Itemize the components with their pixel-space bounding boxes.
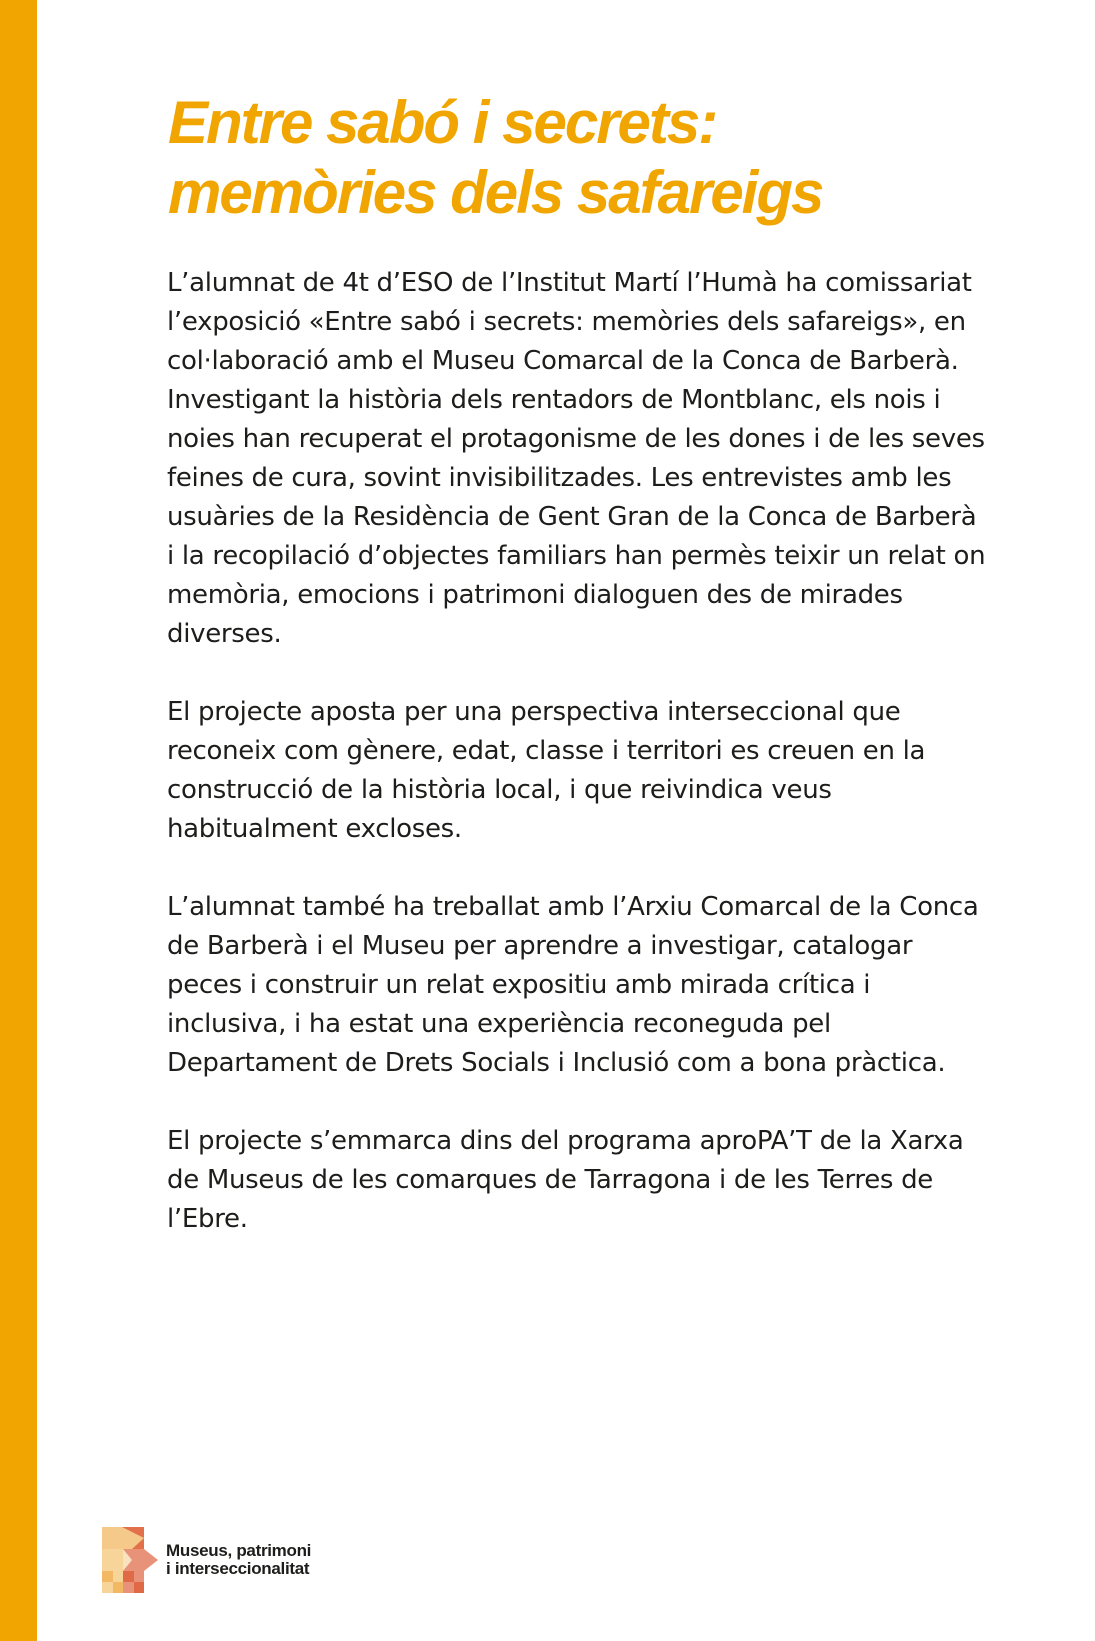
body-text	[167, 264, 987, 1278]
title-line-1: Entre sabó i secrets:	[168, 89, 717, 156]
title-line-2: memòries dels safareigs	[168, 159, 823, 226]
page-title	[168, 88, 822, 228]
paragraph: El projecte s’emmarca dins del programa aproPA’T de la Xarxa de Museus de les comarques de Tarragona i de les Terres de l’Ebre.	[167, 1126, 964, 1234]
logo-text-line-2: i interseccionalitat	[166, 1559, 310, 1578]
organization-logo	[102, 1527, 311, 1593]
accent-side-bar	[0, 0, 37, 1641]
logo-mark-icon	[102, 1527, 158, 1593]
paragraph: L’alumnat també ha treballat amb l’Arxiu Comarcal de la Conca de Barberà i el Museu per aprendre a investigar, catalogar peces i construir un relat expositiu amb mirada crítica i inclusiva, i ha estat una experiència reconeguda pel Departament de Drets Socials i Inclusió com a bona pràctica.	[167, 892, 979, 1078]
paragraph: El projecte aposta per una perspectiva interseccional que reconeix com gènere, edat, classe i territori es creuen en la construcció de la història local, i que reivindica veus habitualment excloses.	[167, 697, 926, 844]
paragraph: L’alumnat de 4t d’ESO de l’Institut Martí l’Humà ha comissariat l’exposició «Entre sabó i secrets: memòries dels safareigs», en col·laboració amb el Museu Comarcal de la Conca de Barberà. Investigant la història dels rentadors de Montblanc, els nois i noies han recuperat el protagonisme de les dones i de les seves feines de cura, sovint invisibilitzades. Les entrevistes amb les usuàries de la Residència de Gent Gran de la Conca de Barberà i la recopilació d’objectes familiars han permès teixir un relat on memòria, emocions i patrimoni dialoguen des de mirades diverses.	[167, 268, 986, 649]
logo-text-line-1: Museus, patrimoni	[166, 1541, 312, 1560]
logo-text	[166, 1542, 311, 1578]
